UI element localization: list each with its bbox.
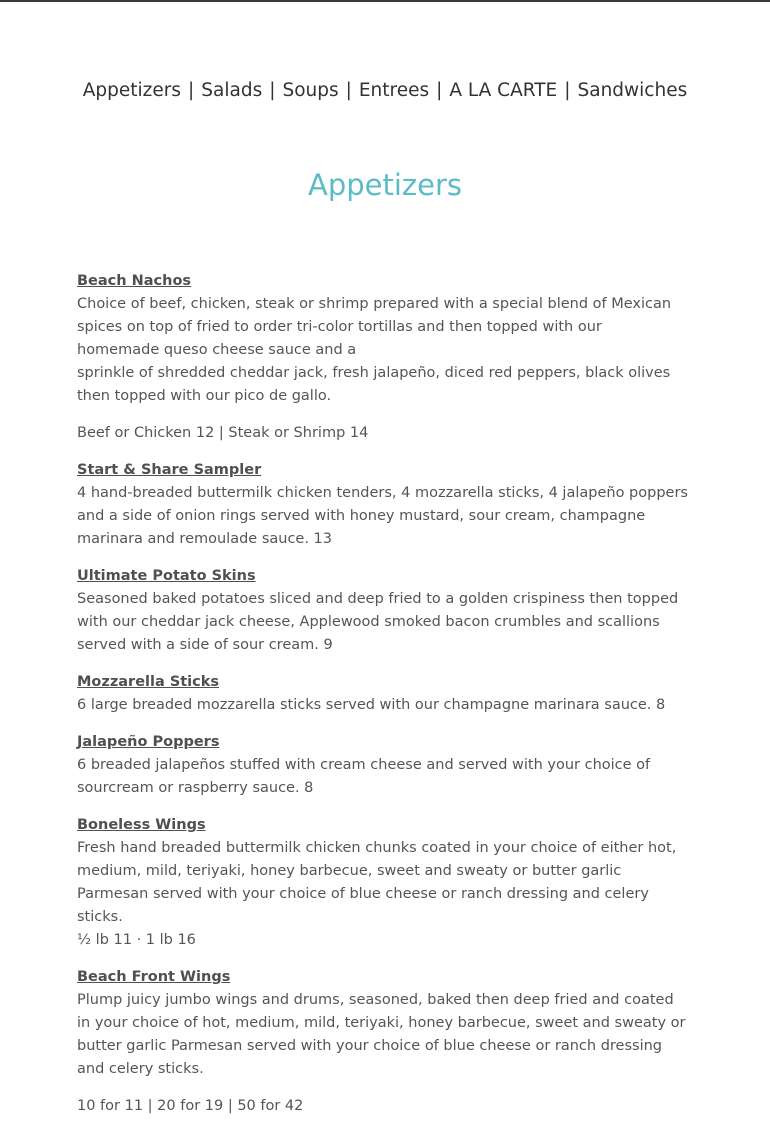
item-price: 10 for 11 | 20 for 19 | 50 for 42 (77, 1098, 304, 1114)
item-description (77, 754, 693, 800)
nav-separator: | (436, 80, 443, 101)
description-line: homemade queso cheese sauce and a (77, 342, 357, 358)
description-line: Choice of beef, chicken, steak or shrimp prepared with a special blend of Mexican (77, 296, 672, 312)
item-description (77, 588, 693, 657)
description-line: Plump juicy jumbo wings and drums, seasoned, baked then deep fried and coated (77, 992, 674, 1008)
item-description (77, 989, 693, 1081)
menu-list (77, 270, 693, 1132)
menu-item-ultimate-potato-skins (77, 565, 693, 657)
description-line: sticks. (77, 909, 123, 925)
top-border (0, 0, 770, 2)
item-name: Mozzarella Sticks (77, 674, 220, 690)
description-line: sprinkle of shredded cheddar jack, fresh jalapeño, diced red peppers, black olives (77, 365, 671, 381)
item-name: Beach Nachos (77, 273, 192, 289)
item-price: Beef or Chicken 12 | Steak or Shrimp 14 (77, 425, 369, 441)
description-line: medium, mild, teriyaki, honey barbecue, sweet and sweaty or butter garlic (77, 863, 622, 879)
section-title: Appetizers (307, 168, 463, 202)
item-description (77, 293, 693, 408)
item-description (77, 694, 693, 717)
description-line: and celery sticks. (77, 1061, 204, 1077)
description-line: 6 large breaded mozzarella sticks served with our champagne marinara sauce. 8 (77, 697, 666, 713)
nav-separator: | (564, 80, 571, 101)
menu-item-mozzarella-sticks (77, 671, 693, 717)
description-line: 4 hand-breaded buttermilk chicken tenders, 4 mozzarella sticks, 4 jalapeño poppers (77, 485, 688, 501)
item-price: ½ lb 11 · 1 lb 16 (77, 932, 196, 948)
nav-link-sandwiches[interactable]: Sandwiches (577, 80, 688, 101)
item-name: Beach Front Wings (77, 969, 231, 985)
menu-item-beach-front-wings (77, 966, 693, 1081)
nav-separator: | (269, 80, 276, 101)
description-line: Parmesan served with your choice of blue cheese or ranch dressing and celery (77, 886, 649, 902)
item-description (77, 837, 693, 952)
item-name: Ultimate Potato Skins (77, 568, 256, 584)
nav-link-soups[interactable]: Soups (282, 80, 339, 101)
description-line: sourcream or raspberry sauce. 8 (77, 780, 314, 796)
description-line: Seasoned baked potatoes sliced and deep fried to a golden crispiness then topped (77, 591, 679, 607)
description-line: in your choice of hot, medium, mild, teriyaki, honey barbecue, sweet and sweaty or (77, 1015, 686, 1031)
description-line: and a side of onion rings served with honey mustard, sour cream, champagne (77, 508, 646, 524)
description-line: spices on top of fried to order tri-color tortillas and then topped with our (77, 319, 602, 335)
item-name: Jalapeño Poppers (77, 734, 220, 750)
nav-link-a-la-carte[interactable]: A LA CARTE (449, 80, 558, 101)
nav-separator: | (345, 80, 352, 101)
description-line: with our cheddar jack cheese, Applewood smoked bacon crumbles and scallions (77, 614, 660, 630)
description-line: marinara and remoulade sauce. 13 (77, 531, 333, 547)
nav-separator: | (188, 80, 195, 101)
description-line: then topped with our pico de gallo. (77, 388, 332, 404)
item-name: Boneless Wings (77, 817, 206, 833)
menu-item-boneless-wings (77, 814, 693, 952)
description-line: 6 breaded jalapeños stuffed with cream cheese and served with your choice of (77, 757, 651, 773)
category-nav (0, 78, 770, 104)
nav-link-entrees[interactable]: Entrees (358, 80, 430, 101)
menu-item-jalapeno-poppers (77, 731, 693, 800)
description-line: butter garlic Parmesan served with your choice of blue cheese or ranch dressing (77, 1038, 662, 1054)
nav-link-appetizers[interactable]: Appetizers (82, 80, 182, 101)
menu-item-start-share-sampler (77, 459, 693, 551)
nav-link-salads[interactable]: Salads (201, 80, 263, 101)
item-description (77, 482, 693, 551)
menu-item-beach-nachos (77, 270, 693, 408)
item-name: Start & Share Sampler (77, 462, 262, 478)
description-line: Fresh hand breaded buttermilk chicken chunks coated in your choice of either hot, (77, 840, 677, 856)
description-line: served with a side of sour cream. 9 (77, 637, 333, 653)
